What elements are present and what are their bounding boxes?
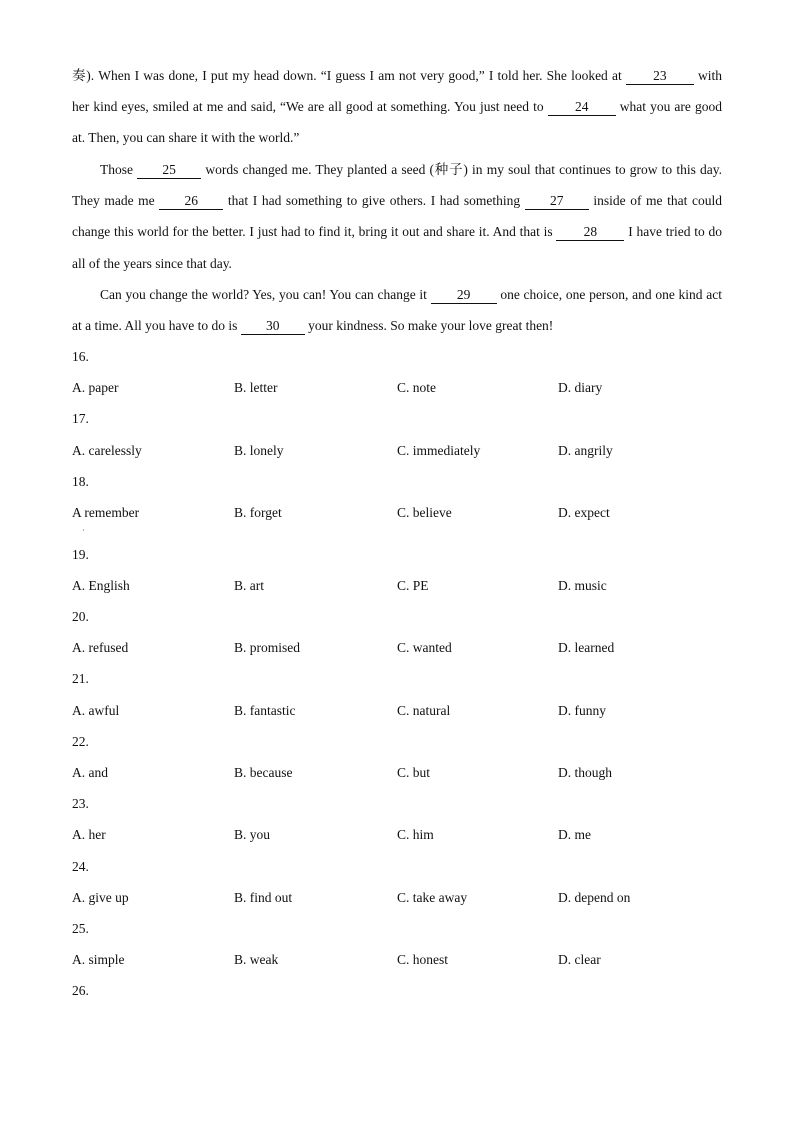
option-b: B. promised xyxy=(234,640,300,655)
passage-paragraph-2 xyxy=(72,154,722,279)
question-number: 18. xyxy=(72,474,89,489)
option-d: D. learned xyxy=(558,640,615,655)
option-c: C. wanted xyxy=(397,640,452,655)
option-a: A. and xyxy=(72,765,108,780)
option-b: B. because xyxy=(234,765,293,780)
passage-text: one choice, one person, and one kind act at a time. All you have to do is xyxy=(72,287,723,334)
passage-text: words changed me. They planted a seed (种子) in my soul that continues to grow to this day. They made me xyxy=(72,162,722,209)
option-b: B. find out xyxy=(234,890,293,905)
passage-text: I have tried to do all of the years since that day. xyxy=(72,224,722,271)
option-b: B. fantastic xyxy=(234,703,296,718)
option-a: A remember xyxy=(72,505,140,520)
blank-28: 28 xyxy=(556,224,624,241)
blank-29: 29 xyxy=(431,287,497,304)
option-c: C. immediately xyxy=(397,443,481,458)
option-d: D. funny xyxy=(558,703,606,718)
option-c: C. but xyxy=(397,765,431,780)
passage-paragraph-3 xyxy=(72,279,722,341)
passage-text: with her kind eyes, smiled at me and said, “We are all good at something. You just need to xyxy=(72,68,722,115)
question-number: 25. xyxy=(72,921,89,936)
option-a: A. her xyxy=(72,827,106,842)
question-number: 24. xyxy=(72,859,89,874)
passage-text: 奏). When I was done, I put my head down. “I guess I am not very good,” I told her. She looked at xyxy=(72,68,626,83)
option-d: D. diary xyxy=(558,380,603,395)
passage-text: Those xyxy=(100,162,138,177)
passage-text: that I had something to give others. I had something xyxy=(223,193,525,209)
question-number: 26. xyxy=(72,983,89,998)
option-c: C. honest xyxy=(397,952,449,967)
option-d: D. expect xyxy=(558,505,610,520)
passage-text: your kindness. So make your love great then! xyxy=(304,318,554,334)
option-b: B. letter xyxy=(234,380,278,395)
option-a: A. refused xyxy=(72,640,129,655)
question-number: 19. xyxy=(72,547,89,562)
passage-text: what you are good at. Then, you can share it with the world.” xyxy=(72,99,722,146)
option-a: A. English xyxy=(72,578,130,593)
option-d: D. though xyxy=(558,765,612,780)
question-number: 21. xyxy=(72,671,89,686)
question-number: 22. xyxy=(72,734,89,749)
option-a: A. awful xyxy=(72,703,120,718)
option-c: C. believe xyxy=(397,505,452,520)
question-number: 20. xyxy=(72,609,89,624)
blank-26: 26 xyxy=(159,193,223,210)
option-d: D. music xyxy=(558,578,607,593)
option-b: B. weak xyxy=(234,952,279,967)
blank-24: 24 xyxy=(548,99,616,116)
option-c: C. note xyxy=(397,380,436,395)
passage-text: Can you change the world? Yes, you can! You can change it xyxy=(100,287,431,302)
blank-25: 25 xyxy=(137,162,201,179)
option-a: A. paper xyxy=(72,380,119,395)
option-b: B. lonely xyxy=(234,443,284,458)
option-d: D. clear xyxy=(558,952,601,967)
passage-paragraph-1 xyxy=(72,60,722,154)
option-a: A. simple xyxy=(72,952,125,967)
option-d: D. angrily xyxy=(558,443,613,458)
option-b: B. you xyxy=(234,827,271,842)
question-number: 17. xyxy=(72,411,89,426)
option-c: C. natural xyxy=(397,703,451,718)
blank-27: 27 xyxy=(525,193,589,210)
option-a: A. carelessly xyxy=(72,443,142,458)
option-b: B. forget xyxy=(234,505,282,520)
blank-23: 23 xyxy=(626,68,694,85)
stray-dot: · xyxy=(82,526,85,535)
passage-text: inside of me that could change this world for the better. I just had to find it, bring it out and share it. And that is xyxy=(72,193,722,240)
option-c: C. PE xyxy=(397,578,429,593)
option-d: D. me xyxy=(558,827,591,842)
option-c: C. him xyxy=(397,827,434,842)
option-c: C. take away xyxy=(397,890,468,905)
option-d: D. depend on xyxy=(558,890,631,905)
question-number: 23. xyxy=(72,796,89,811)
question-number: 16. xyxy=(72,349,89,364)
option-b: B. art xyxy=(234,578,264,593)
option-a: A. give up xyxy=(72,890,129,905)
blank-30: 30 xyxy=(241,318,305,335)
